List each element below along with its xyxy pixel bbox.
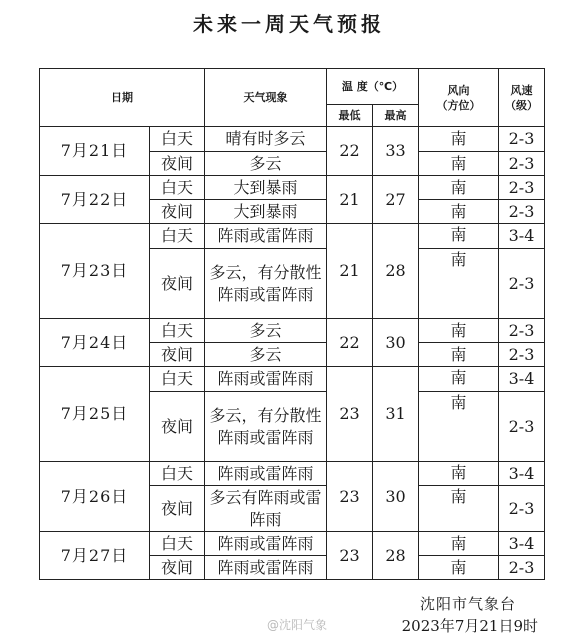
- date-cell: 7月23日: [40, 224, 150, 319]
- temp-min: 21: [327, 176, 373, 224]
- weather-day: 阵雨或雷阵雨: [205, 224, 327, 249]
- period-day: 白天: [150, 319, 205, 343]
- header-wind-speed: [499, 69, 545, 127]
- period-day: 白天: [150, 176, 205, 200]
- header-temp-max: 最高: [373, 105, 419, 127]
- forecast-table: [39, 68, 545, 580]
- wind-dir-night: 南: [419, 486, 499, 532]
- issue-time: 2023年7月21日9时: [401, 617, 538, 635]
- date-cell: 7月27日: [40, 532, 150, 580]
- wind-dir-night: 南: [419, 152, 499, 176]
- header-wind-direction: [419, 69, 499, 127]
- wind-speed-day: 2-3: [499, 319, 545, 343]
- wind-dir-day: 南: [419, 127, 499, 152]
- weather-night: 多云，有分散性阵雨或雷阵雨: [205, 249, 327, 319]
- temp-min: 22: [327, 319, 373, 367]
- date-cell: 7月24日: [40, 319, 150, 367]
- wind-speed-night: 2-3: [499, 249, 545, 319]
- wind-dir-day: 南: [419, 224, 499, 249]
- wind-speed-day: 2-3: [499, 127, 545, 152]
- weather-day: 晴有时多云: [205, 127, 327, 152]
- period-day: 白天: [150, 127, 205, 152]
- weather-night: 多云: [205, 152, 327, 176]
- wind-speed-night: 2-3: [499, 200, 545, 224]
- period-day: 白天: [150, 367, 205, 392]
- period-night: 夜间: [150, 556, 205, 580]
- temp-max: 27: [373, 176, 419, 224]
- temp-max: 30: [373, 319, 419, 367]
- wind-speed-night: 2-3: [499, 343, 545, 367]
- period-day: 白天: [150, 462, 205, 486]
- wind-speed-day: 3-4: [499, 462, 545, 486]
- temp-max: 33: [373, 127, 419, 176]
- period-night: 夜间: [150, 249, 205, 319]
- weather-night: 阵雨或雷阵雨: [205, 556, 327, 580]
- date-cell: 7月22日: [40, 176, 150, 224]
- header-temp-min: 最低: [327, 105, 373, 127]
- header-wind-direction-line1: 风向: [447, 83, 470, 97]
- temp-min: 22: [327, 127, 373, 176]
- weather-night: 大到暴雨: [205, 200, 327, 224]
- wind-speed-night: 2-3: [499, 486, 545, 532]
- wind-speed-night: 2-3: [499, 556, 545, 580]
- weather-day: 阵雨或雷阵雨: [205, 462, 327, 486]
- temp-max: 30: [373, 462, 419, 532]
- weather-night: 多云有阵雨或雷阵雨: [205, 486, 327, 532]
- temp-max: 28: [373, 532, 419, 580]
- weibo-watermark: @沈阳气象: [267, 618, 328, 632]
- wind-speed-night: 2-3: [499, 152, 545, 176]
- weather-day: 阵雨或雷阵雨: [205, 532, 327, 556]
- wind-speed-day: 3-4: [499, 224, 545, 249]
- period-night: 夜间: [150, 343, 205, 367]
- period-night: 夜间: [150, 392, 205, 462]
- period-night: 夜间: [150, 486, 205, 532]
- wind-dir-day: 南: [419, 532, 499, 556]
- wind-dir-night: 南: [419, 200, 499, 224]
- period-night: 夜间: [150, 200, 205, 224]
- page-title: 未来一周天气预报: [193, 12, 385, 36]
- period-day: 白天: [150, 224, 205, 249]
- temp-min: 23: [327, 532, 373, 580]
- period-night: 夜间: [150, 152, 205, 176]
- wind-speed-day: 3-4: [499, 532, 545, 556]
- wind-speed-day: 2-3: [499, 176, 545, 200]
- header-temperature: 温 度（℃）: [327, 69, 419, 105]
- temp-min: 23: [327, 367, 373, 462]
- weather-night: 多云: [205, 343, 327, 367]
- wind-dir-night: 南: [419, 343, 499, 367]
- date-cell: 7月25日: [40, 367, 150, 462]
- wind-dir-night: 南: [419, 556, 499, 580]
- wind-dir-day: 南: [419, 176, 499, 200]
- header-date: 日期: [40, 69, 205, 127]
- wind-dir-day: 南: [419, 462, 499, 486]
- header-wind-speed-line2: （级）: [505, 98, 538, 112]
- wind-speed-night: 2-3: [499, 392, 545, 462]
- date-cell: 7月21日: [40, 127, 150, 176]
- wind-dir-night: 南: [419, 392, 499, 462]
- temp-min: 21: [327, 224, 373, 319]
- weather-day: 阵雨或雷阵雨: [205, 367, 327, 392]
- header-wind-direction-line2: （方位）: [436, 98, 481, 112]
- temp-max: 28: [373, 224, 419, 319]
- weather-night: 多云，有分散性阵雨或雷阵雨: [205, 392, 327, 462]
- wind-dir-day: 南: [419, 367, 499, 392]
- issuing-agency: 沈阳市气象台: [419, 595, 516, 613]
- date-cell: 7月26日: [40, 462, 150, 532]
- temp-max: 31: [373, 367, 419, 462]
- wind-dir-day: 南: [419, 319, 499, 343]
- weather-day: 大到暴雨: [205, 176, 327, 200]
- wind-speed-day: 3-4: [499, 367, 545, 392]
- period-day: 白天: [150, 532, 205, 556]
- wind-dir-night: 南: [419, 249, 499, 319]
- temp-min: 23: [327, 462, 373, 532]
- header-weather: 天气现象: [205, 69, 327, 127]
- header-wind-speed-line1: 风速: [510, 83, 533, 97]
- weather-day: 多云: [205, 319, 327, 343]
